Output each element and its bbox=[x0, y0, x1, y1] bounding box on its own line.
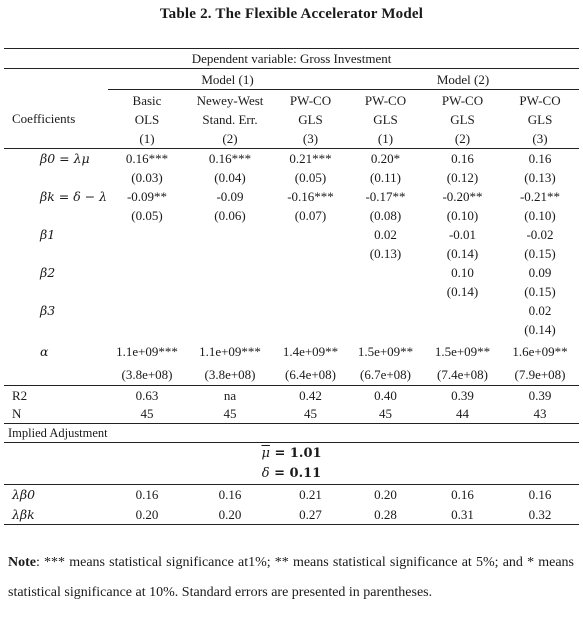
coef-row bbox=[4, 301, 579, 320]
table-title: Table 2. The Flexible Accelerator Model bbox=[159, 6, 424, 22]
lambda-cell: 0.16 bbox=[135, 487, 159, 503]
estimate-cell bbox=[186, 263, 274, 282]
coef-name-text: β1 bbox=[40, 226, 56, 242]
std-error-cell bbox=[108, 282, 186, 301]
std-error-cell: (0.12) bbox=[446, 169, 479, 185]
std-error-cell: (0.13) bbox=[524, 169, 556, 185]
model-2-header: Model (2) bbox=[347, 69, 579, 90]
std-error-cell: (0.10) bbox=[524, 207, 556, 223]
estimate-cell bbox=[108, 301, 186, 320]
coef-name-text: β2 bbox=[40, 264, 56, 280]
column-header-2 bbox=[186, 90, 274, 149]
estimate-cell: 1.4e+09** bbox=[282, 344, 339, 359]
estimate-cell: -0.20** bbox=[442, 188, 483, 204]
column-header-line1: PW-CO bbox=[441, 92, 484, 108]
mu-bar-number: = 1.01 bbox=[274, 445, 322, 461]
lambda-row bbox=[4, 485, 579, 505]
lambda-cell: 0.16 bbox=[528, 487, 552, 503]
estimate-cell: 0.16 bbox=[528, 150, 552, 166]
column-header-line3: (2) bbox=[454, 130, 471, 146]
std-error-cell: (0.14) bbox=[446, 245, 479, 261]
estimate-cell: 1.1e+09*** bbox=[199, 344, 261, 359]
lambda-name: λβk bbox=[4, 505, 108, 525]
lambda-cell: 0.27 bbox=[274, 505, 347, 525]
std-error-cell: (0.05) bbox=[294, 169, 327, 185]
coef-name-text: β0 = λμ bbox=[40, 150, 90, 166]
estimate-cell: -0.02 bbox=[526, 226, 554, 242]
coefficients-header: Coefficients bbox=[4, 90, 108, 149]
lambda-cell: 0.28 bbox=[347, 505, 424, 525]
column-header-line3: (3) bbox=[532, 130, 548, 146]
std-error-cell: (0.13) bbox=[369, 245, 402, 261]
stat-cell: 0.39 bbox=[424, 386, 501, 405]
estimate-cell bbox=[108, 263, 186, 282]
stat-name: N bbox=[12, 406, 22, 422]
stat-cell: 0.40 bbox=[347, 386, 424, 405]
column-header-line3: (1) bbox=[139, 130, 155, 146]
column-header-line2: OLS bbox=[134, 111, 160, 127]
stat-cell: 45 bbox=[223, 406, 237, 422]
std-error-cell: (7.4e+08) bbox=[436, 367, 488, 383]
column-header-line2: GLS bbox=[450, 111, 475, 127]
se-row bbox=[4, 206, 579, 225]
column-header-line1: PW-CO bbox=[289, 92, 332, 108]
se-row bbox=[4, 365, 579, 386]
se-row bbox=[4, 282, 579, 301]
estimate-cell: 0.10 bbox=[451, 264, 474, 280]
estimate-cell: 0.09 bbox=[528, 264, 552, 280]
estimate-cell bbox=[186, 225, 274, 244]
column-header-line1: PW-CO bbox=[519, 92, 561, 108]
std-error-cell bbox=[186, 244, 274, 263]
column-header-line2: GLS bbox=[373, 111, 398, 127]
std-error-cell: (3.8e+08) bbox=[204, 367, 256, 383]
estimate-cell: 0.02 bbox=[528, 302, 552, 318]
std-error-cell: (0.06) bbox=[214, 207, 246, 223]
estimate-cell: 0.02 bbox=[374, 226, 397, 242]
std-error-cell: (0.14) bbox=[446, 283, 479, 299]
stat-cell: 45 bbox=[304, 406, 317, 422]
column-header-4 bbox=[347, 90, 424, 149]
coef-name-text: β3 bbox=[40, 302, 56, 318]
coef-name-text: βk = δ − λ bbox=[40, 188, 108, 204]
estimate-cell bbox=[347, 263, 424, 282]
stat-cell: 45 bbox=[379, 406, 392, 422]
lambda-cell: 0.21 bbox=[299, 487, 322, 503]
coef-name bbox=[4, 149, 108, 168]
estimate-cell bbox=[274, 263, 347, 282]
estimate-cell bbox=[424, 301, 501, 320]
coef-name bbox=[4, 187, 108, 206]
coef-row bbox=[4, 263, 579, 282]
lambda-cell: 0.31 bbox=[424, 505, 501, 525]
table-note bbox=[8, 548, 574, 608]
std-error-cell bbox=[274, 320, 347, 339]
mu-bar-symbol: $\overline{\mu}$ bbox=[261, 445, 270, 461]
lambda-cell: 0.20 bbox=[186, 505, 274, 525]
std-error-cell bbox=[347, 320, 424, 339]
se-row bbox=[4, 168, 579, 187]
lambda-cell: 0.16 bbox=[218, 487, 242, 503]
dependent-variable-label: Dependent variable: Gross Investment bbox=[4, 49, 579, 69]
column-header-line2: GLS bbox=[527, 111, 553, 127]
estimate-cell: 1.1e+09*** bbox=[116, 344, 178, 359]
estimate-cell: 0.16*** bbox=[208, 150, 252, 166]
coef-row bbox=[4, 225, 579, 244]
column-header-line1: PW-CO bbox=[364, 92, 407, 108]
delta-value bbox=[4, 464, 579, 485]
stat-cell: 45 bbox=[140, 406, 154, 422]
lambda-row bbox=[4, 505, 579, 525]
column-header-1 bbox=[108, 90, 186, 149]
std-error-cell bbox=[424, 320, 501, 339]
std-error-cell bbox=[108, 320, 186, 339]
column-header-3 bbox=[274, 90, 347, 149]
delta-symbol: δ bbox=[261, 466, 270, 482]
stat-cell: 44 bbox=[456, 406, 469, 422]
std-error-cell bbox=[274, 244, 347, 263]
lambda-cell: 0.20 bbox=[374, 487, 397, 503]
stat-cell: 0.39 bbox=[501, 386, 579, 405]
std-error-cell: (0.03) bbox=[131, 169, 163, 185]
coef-name bbox=[4, 263, 108, 282]
estimate-cell bbox=[186, 301, 274, 320]
estimate-cell bbox=[274, 225, 347, 244]
stat-cell: 0.63 bbox=[108, 386, 186, 405]
std-error-cell: (0.08) bbox=[369, 207, 402, 223]
stat-cell: na bbox=[186, 386, 274, 405]
note-text: : *** means statistical significance at1%; ** means statistical significance at 5%; and * means statistical significance at 10%. Standard errors are presented in parentheses. bbox=[8, 555, 574, 600]
coef-name-text: α bbox=[40, 344, 49, 359]
estimate-cell: -0.17** bbox=[365, 188, 406, 204]
std-error-cell: (0.14) bbox=[524, 321, 556, 337]
std-error-cell: (0.05) bbox=[131, 207, 163, 223]
estimate-cell: 0.16 bbox=[451, 150, 474, 166]
estimate-cell: 1.6e+09** bbox=[512, 344, 568, 359]
estimate-cell: -0.21** bbox=[519, 188, 561, 204]
std-error-cell bbox=[186, 282, 274, 301]
estimate-cell: -0.01 bbox=[448, 226, 477, 242]
lambda-name: λβ0 bbox=[12, 487, 36, 503]
coef-name bbox=[4, 225, 108, 244]
note-label: Note bbox=[8, 555, 36, 570]
std-error-cell bbox=[347, 282, 424, 301]
estimate-cell: 0.20* bbox=[370, 150, 401, 166]
regression-table bbox=[4, 48, 579, 525]
std-error-cell: (0.10) bbox=[446, 207, 479, 223]
estimate-cell: 0.16*** bbox=[125, 150, 169, 166]
column-header-line1: Newey-West bbox=[196, 92, 264, 108]
column-header-line3: (3) bbox=[302, 130, 319, 146]
coef-name bbox=[4, 301, 108, 320]
stat-row bbox=[4, 386, 579, 405]
estimate-cell bbox=[274, 301, 347, 320]
lambda-cell: 0.20 bbox=[108, 505, 186, 525]
stat-cell: 0.42 bbox=[274, 386, 347, 405]
estimate-cell bbox=[347, 301, 424, 320]
model-1-header: Model (1) bbox=[108, 69, 347, 90]
std-error-cell bbox=[186, 320, 274, 339]
coef-row bbox=[4, 149, 579, 168]
column-header-line3: (1) bbox=[377, 130, 394, 146]
delta-number: = 0.11 bbox=[274, 466, 322, 482]
estimate-cell: -0.09 bbox=[216, 188, 244, 204]
column-header-5 bbox=[424, 90, 501, 149]
estimate-cell bbox=[108, 225, 186, 244]
coef-row bbox=[4, 187, 579, 206]
lambda-cell: 0.32 bbox=[501, 505, 579, 525]
std-error-cell: (0.15) bbox=[524, 283, 556, 299]
column-header-line2: GLS bbox=[298, 111, 323, 127]
column-header-6 bbox=[501, 90, 579, 149]
coef-name bbox=[4, 339, 108, 365]
std-error-cell: (3.8e+08) bbox=[121, 367, 173, 383]
stat-row bbox=[4, 405, 579, 424]
estimate-cell: 1.5e+09** bbox=[357, 344, 414, 359]
std-error-cell: (0.04) bbox=[214, 169, 246, 185]
estimate-cell: 0.21*** bbox=[289, 150, 332, 166]
std-error-cell: (0.15) bbox=[524, 245, 556, 261]
estimate-cell: -0.09** bbox=[126, 188, 168, 204]
implied-adjustment-label: Implied Adjustment bbox=[4, 424, 579, 443]
stat-name: R2 bbox=[4, 386, 108, 405]
column-header-line3: (2) bbox=[222, 130, 238, 146]
std-error-cell: (0.11) bbox=[370, 169, 401, 185]
std-error-cell: (6.4e+08) bbox=[284, 367, 336, 383]
std-error-cell: (6.7e+08) bbox=[359, 367, 411, 383]
estimate-cell: -0.16*** bbox=[287, 188, 334, 204]
coef-row bbox=[4, 339, 579, 365]
std-error-cell bbox=[274, 282, 347, 301]
column-header-line1: Basic bbox=[132, 92, 162, 108]
se-row bbox=[4, 320, 579, 339]
se-row bbox=[4, 244, 579, 263]
lambda-cell: 0.16 bbox=[451, 487, 474, 503]
column-header-line2: Stand. Err. bbox=[202, 111, 258, 127]
std-error-cell: (7.9e+08) bbox=[514, 367, 566, 383]
mu-bar-value bbox=[4, 443, 579, 464]
estimate-cell: 1.5e+09** bbox=[434, 344, 491, 359]
stat-cell: 43 bbox=[533, 406, 547, 422]
std-error-cell: (0.07) bbox=[294, 207, 327, 223]
std-error-cell bbox=[108, 244, 186, 263]
